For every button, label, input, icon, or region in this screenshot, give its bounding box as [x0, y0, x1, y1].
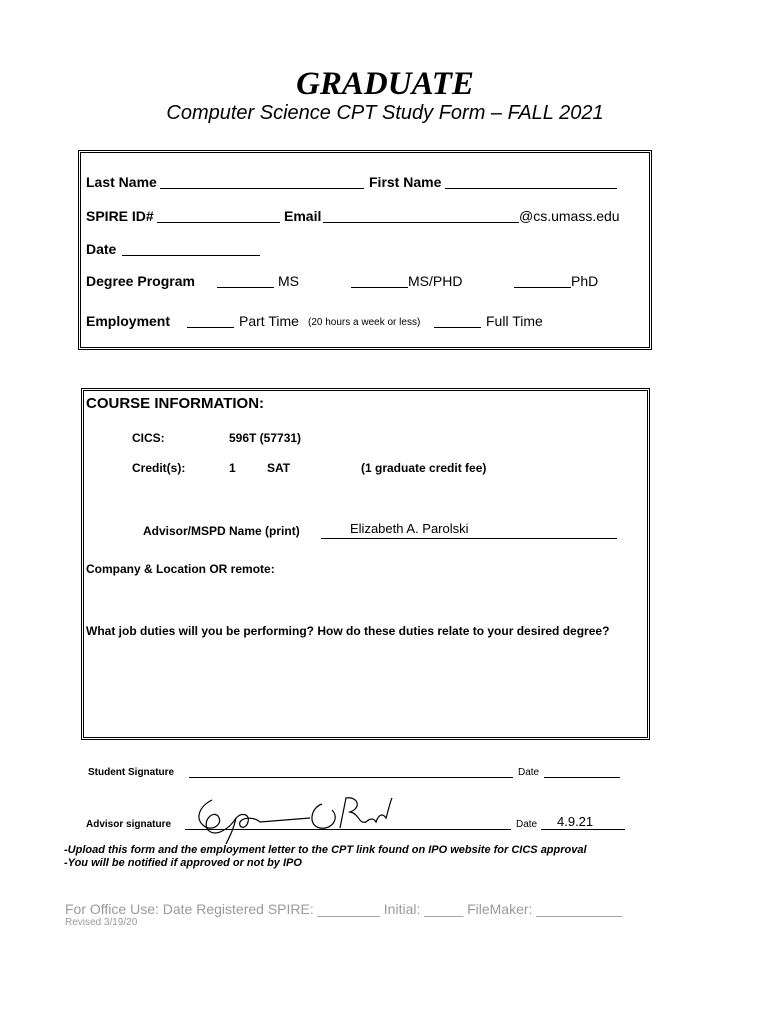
advisor-name-label: Advisor/MSPD Name (print) — [143, 524, 300, 538]
advisor-name-field[interactable] — [321, 538, 617, 539]
advisor-date-value: 4.9.21 — [557, 814, 594, 829]
cics-label: CICS: — [132, 431, 165, 445]
employment-label: Employment — [86, 313, 171, 329]
company-location-label: Company & Location OR remote: — [86, 562, 275, 576]
part-time-field[interactable] — [187, 327, 234, 328]
spire-id-field[interactable] — [157, 222, 280, 223]
spire-id-label: SPIRE ID# — [86, 208, 154, 224]
first-name-label: First Name — [369, 174, 442, 190]
office-use-line: For Office Use: Date Registered SPIRE: ________ Initial: _____ FileMaker: ___________ — [65, 901, 622, 917]
degree-program-label: Degree Program — [86, 273, 195, 289]
job-duties-label: What job duties will you be performing? How do these duties relate to your desired degree? — [86, 624, 610, 638]
advisor-signature-label: Advisor signature — [86, 819, 172, 830]
degree-msphd-label: MS/PHD — [408, 273, 463, 289]
degree-ms-label: MS — [278, 273, 299, 289]
advisor-name-value: Elizabeth A. Parolski — [350, 521, 469, 536]
email-suffix: @cs.umass.edu — [519, 208, 620, 224]
student-date-label: Date — [518, 767, 540, 778]
degree-phd-label: PhD — [571, 273, 599, 289]
first-name-field[interactable] — [445, 188, 617, 189]
credits-value: 1 — [229, 461, 236, 475]
credits-type: SAT — [267, 461, 291, 475]
advisor-date-label: Date — [516, 819, 538, 830]
full-time-field[interactable] — [434, 327, 481, 328]
part-time-label: Part Time — [239, 313, 299, 329]
upload-note: -Upload this form and the employment letter to the CPT link found on IPO website for CICS approval — [64, 844, 587, 856]
course-info-heading: COURSE INFORMATION: — [86, 395, 265, 412]
full-time-label: Full Time — [486, 313, 543, 329]
last-name-label: Last Name — [86, 174, 157, 190]
revised-date: Revised 3/19/20 — [65, 917, 138, 928]
email-field[interactable] — [323, 222, 519, 223]
last-name-field[interactable] — [160, 188, 364, 189]
degree-msphd-field[interactable] — [351, 287, 408, 288]
credits-label: Credit(s): — [132, 461, 186, 475]
degree-ms-field[interactable] — [217, 287, 274, 288]
degree-phd-field[interactable] — [514, 287, 571, 288]
date-field[interactable] — [122, 255, 260, 256]
advisor-date-field[interactable] — [541, 829, 625, 830]
student-signature-label: Student Signature — [88, 767, 175, 778]
student-date-field[interactable] — [544, 777, 620, 778]
cics-value: 596T (57731) — [229, 431, 302, 445]
email-label: Email — [284, 208, 322, 224]
student-signature-field[interactable] — [189, 777, 513, 778]
advisor-signature-mark — [190, 788, 400, 848]
approval-note: -You will be notified if approved or not by IPO — [64, 857, 302, 869]
form-title: GRADUATE — [296, 66, 474, 102]
date-label: Date — [86, 241, 117, 257]
part-time-note: (20 hours a week or less) — [308, 317, 421, 328]
credits-note: (1 graduate credit fee) — [361, 461, 487, 475]
form-subtitle: Computer Science CPT Study Form – FALL 2021 — [166, 102, 604, 124]
